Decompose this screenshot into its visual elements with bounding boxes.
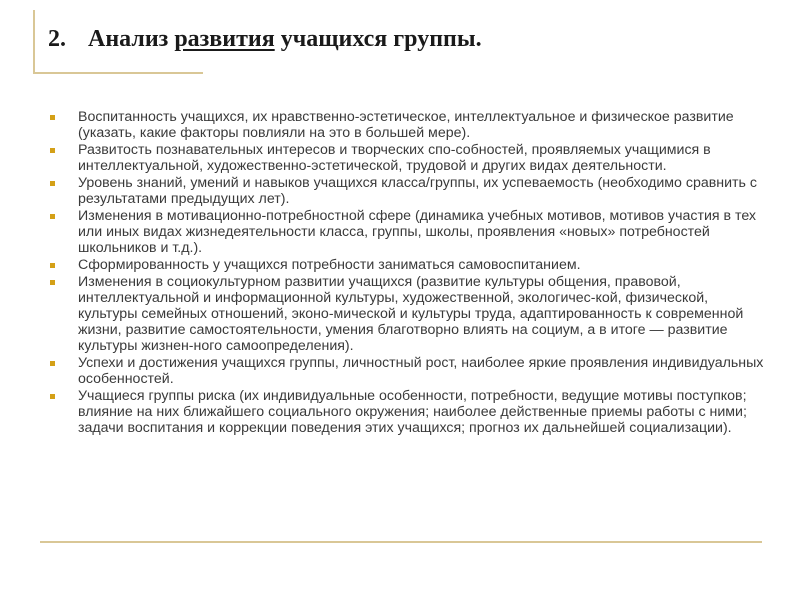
bullet-text: Изменения в мотивационно-потребностной сфере (динамика учебных мотивов, мотивов участия в тех или иных видах жизнедеятельности класса, группы, школы, проявления «новых» потребностей школьников и т.д.). [78,208,757,256]
bullet-item [48,275,768,354]
bullet-item [48,110,768,142]
bullet-item [48,143,768,175]
bullet-text: Успехи и достижения учащихся группы, личностный рост, наиболее яркие проявления индивидуальных особенностей. [78,354,764,387]
square-bullet-icon [50,263,55,268]
bullet-item [48,258,768,274]
square-bullet-icon [50,214,55,219]
bullet-text: Сформированность у учащихся потребности заниматься самовоспитанием. [78,257,581,274]
square-bullet-icon [50,148,55,153]
bullet-text: Воспитанность учащихся, их нравственно-эстетическое, интеллектуальное и физическое развитие (указать, какие факторы повлияли на это в большей мере). [78,109,734,141]
square-bullet-icon [50,394,55,399]
bottom-divider [40,541,762,543]
bullet-text: Развитость познавательных интересов и творческих спо-собностей, проявляемых учащимися в интеллектуальной, художественно-эстетической, трудовой и других видах деятельности. [78,142,711,174]
accent-line-horizontal [33,72,203,74]
square-bullet-icon [50,361,55,366]
title-word-after: учащихся группы. [280,26,482,52]
bullet-item [48,356,768,388]
accent-line-vertical [33,10,35,74]
title-word-before: Анализ [88,26,169,52]
bullet-item [48,209,768,256]
bullet-text: Учащиеся группы риска (их индивидуальные особенности, потребности, ведущие мотивы поступков; влияние на них ближайшего социального окружения; наиболее действенные приемы работы с ними; задачи воспитания и коррекции поведения этих учащихся; прогноз их дальнейшей социализации). [78,388,747,436]
bullet-item [48,389,768,436]
bullet-text: Изменения в социокультурном развитии учащихся (развитие культуры общения, правовой, интеллектуальной и информационной культуры, художественной, экологичес-кой, физической, культуры семейных отношений, эконо-мической и культуры труда, адаптированность к современной жизни, развитие самостоятельности, умения благотворно влиять на социум, а в итоге — развитие культуры жизнен-ного самоопределения). [78,274,744,354]
square-bullet-icon [50,115,55,120]
title-number: 2. [48,26,66,52]
bullet-list [48,110,768,438]
square-bullet-icon [50,181,55,186]
bullet-item [48,176,768,208]
slide-title [48,26,482,53]
square-bullet-icon [50,280,55,285]
bullet-text: Уровень знаний, умений и навыков учащихся класса/группы, их успеваемость (необходимо сравнить с результатами предыдущих лет). [78,175,757,207]
title-underlined-word: развития [174,26,275,52]
